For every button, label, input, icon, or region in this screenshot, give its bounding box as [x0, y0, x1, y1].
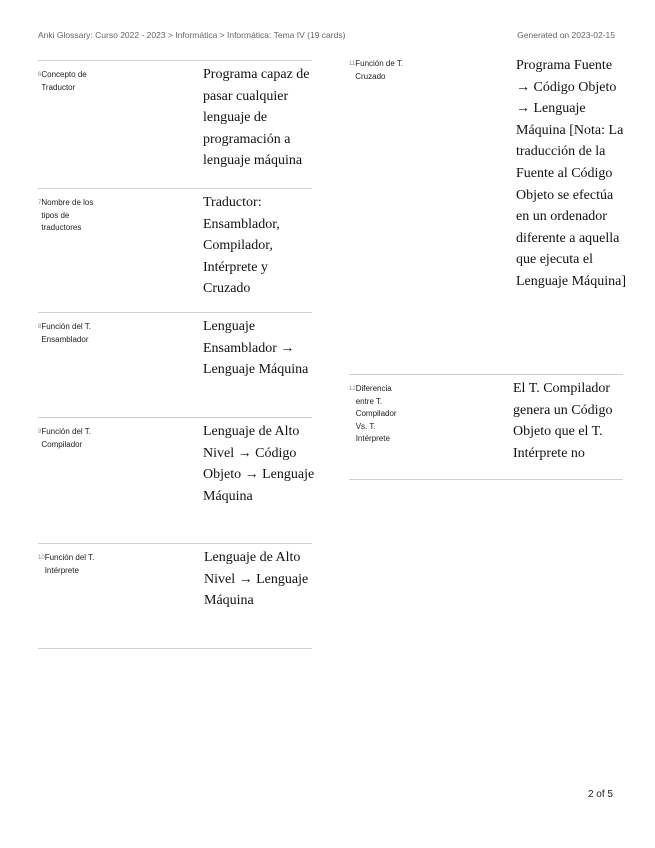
card-front-text: Diferencia entre T. Compilador Vs. T. Intérprete: [355, 384, 397, 443]
card-12: [349, 374, 623, 479]
card-front: [38, 69, 118, 94]
card-front-text: Función del T. Ensamblador: [41, 322, 92, 344]
card-7: [38, 188, 312, 312]
card-8: [38, 312, 312, 417]
card-front-text: Nombre de los tipos de traductores: [41, 198, 94, 232]
card-10: [38, 543, 312, 648]
card-front-text: Concepto de Traductor: [41, 70, 87, 92]
page-number: 2 of 5: [587, 789, 613, 800]
right-column: [349, 58, 627, 479]
card-front: [38, 552, 118, 577]
card-front: [38, 197, 118, 235]
card-front: [349, 383, 429, 446]
card-number: 10: [38, 555, 45, 561]
card-number: 8: [38, 324, 42, 330]
card-front-text: Función del T. Intérprete: [44, 553, 95, 575]
card-back-text: El T. Compilador genera un Código Objeto que el T. Intérprete no: [513, 381, 613, 461]
card-9: [38, 417, 315, 543]
card-front-text: Función del T. Compilador: [41, 427, 92, 449]
card-number: 12: [349, 386, 356, 392]
page-header-title: Anki Glossary: Curso 2022 - 2023 > Informática > Informática: Tema IV (19 cards): [38, 30, 346, 40]
card-front: [38, 426, 118, 451]
card-front: [349, 58, 429, 83]
divider: [38, 648, 312, 649]
card-number: 7: [38, 200, 42, 206]
card-back-text: Programa capaz de pasar cualquier lenguaje de programación a lenguaje máquina: [203, 67, 310, 169]
card-11: [349, 58, 627, 374]
card-back-text: Programa Fuente → Código Objeto → Lenguaje Máquina [Nota: La traducción de la Fuente al Código Objeto se efectúa en un ordenador diferente a aquella que ejecuta el Lenguaje Máquina]: [516, 58, 627, 289]
card-6: [38, 60, 312, 188]
card-number: 6: [38, 72, 42, 78]
left-column: [38, 60, 315, 648]
card-back-text: Lenguaje de Alto Nivel → Lenguaje Máquina: [204, 550, 309, 609]
card-number: 9: [38, 429, 42, 435]
card-back-text: Traductor: Ensamblador, Compilador, Intérprete y Cruzado: [203, 195, 280, 297]
card-back-text: Lenguaje de Alto Nivel → Código Objeto → Lenguaje Máquina: [203, 424, 315, 504]
divider: [349, 479, 623, 480]
card-number: 11: [349, 61, 356, 67]
page-header-date: Generated on 2023-02-15: [517, 30, 615, 40]
card-front: [38, 321, 118, 346]
card-front-text: Función de T. Cruzado: [355, 59, 404, 81]
card-back-text: Lenguaje Ensamblador → Lenguaje Máquina: [203, 319, 309, 378]
